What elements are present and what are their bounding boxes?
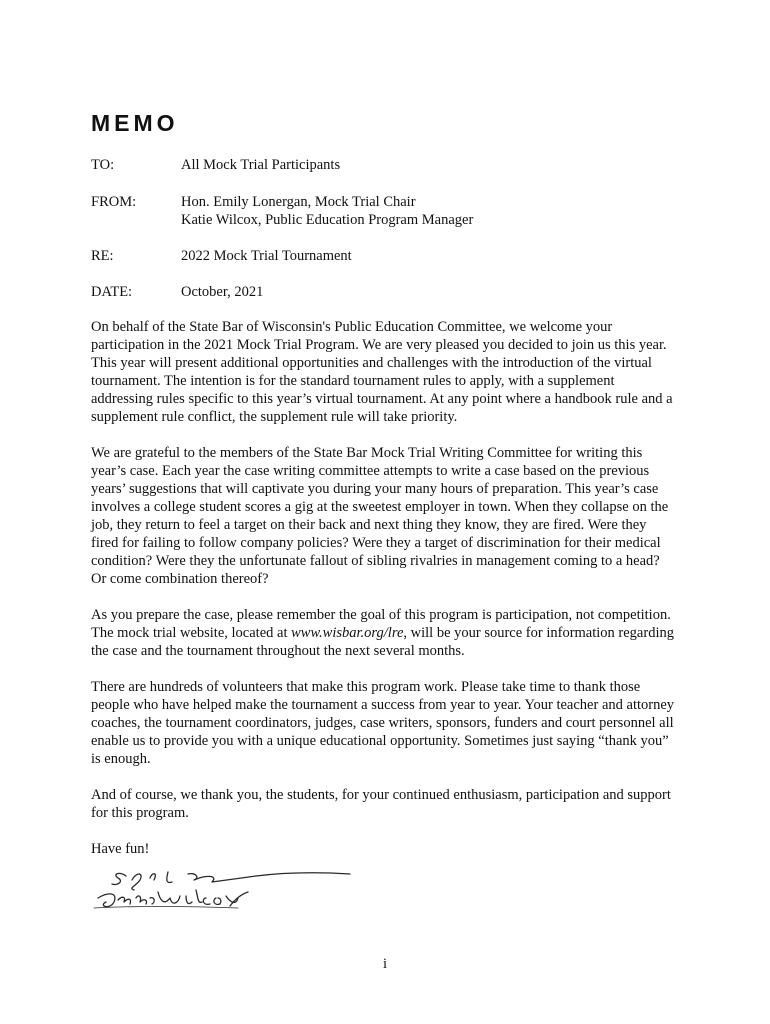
memo-body [91,318,676,876]
re-value: 2022 Mock Trial Tournament [181,248,352,264]
date-label: DATE: [91,284,133,300]
from-label: FROM: [91,194,137,210]
paragraph-welcome: On behalf of the State Bar of Wisconsin's Public Education Committee, we welcome your participation in the 2021 Mock Trial Program. We are very pleased you decided to join us this year. This year will present additional opportunities and challenges with the introduction of the virtual tournament. The intention is for the standard tournament rules to apply, with a supplement addressing rules specific to this year’s virtual tournament. At any point where a handbook rule and a supplement rule conflict, the supplement rule will take priority. [91,319,673,425]
paragraph-goal-text-2: , will be your source for information regarding the case and the tournament throughout the next several months. [91,625,674,659]
from-line-1: Hon. Emily Lonergan, Mock Trial Chair [181,194,416,210]
memo-title: MEMO [91,110,179,136]
paragraph-thanks: And of course, we thank you, the students, for your continued enthusiasm, participation and support for this program. [91,787,671,821]
paragraph-goal-text-1: As you prepare the case, please remember the goal of this program is participation, not competition. The mock trial website, located at [91,607,671,641]
website-link[interactable]: www.wisbar.org/lre [291,625,404,641]
paragraph-closing: Have fun! [91,841,150,857]
to-label: TO: [91,157,115,173]
paragraph-volunteers: There are hundreds of volunteers that make this program work. Please take time to thank those people who have helped make the tournament a success from year to year. Your teacher and attorney coaches, the tournament coordinators, judges, case writers, sponsors, funders and court personnel all enable us to provide you with a unique educational opportunity. Sometimes just saying “thank you” is enough. [91,679,675,767]
signature-katie-wilcox [98,890,248,907]
signatures [88,862,358,914]
page-number: i [382,956,388,972]
date-value: October, 2021 [181,284,264,300]
signature-emily-lonergan [112,872,350,890]
from-line-2: Katie Wilcox, Public Education Program Manager [181,212,474,228]
paragraph-case: We are grateful to the members of the State Bar Mock Trial Writing Committee for writing this year’s case. Each year the case writing committee attempts to write a case based on the previous years’ suggestions that will captivate you during your many hours of preparation. This year’s case involves a college student scores a gig at the sweetest employer in town. When they collapse on the job, they return to feel a target on their back and next thing they know, they are fired. Were they fired for failing to follow company policies? Were they a target of discrimination for their medical condition? Were they the unfortunate fallout of sibling rivalries in management coming to a head? Or come combination thereof? [91,445,669,587]
paragraph-goal [91,606,676,660]
to-value: All Mock Trial Participants [181,157,341,173]
re-label: RE: [91,248,114,264]
